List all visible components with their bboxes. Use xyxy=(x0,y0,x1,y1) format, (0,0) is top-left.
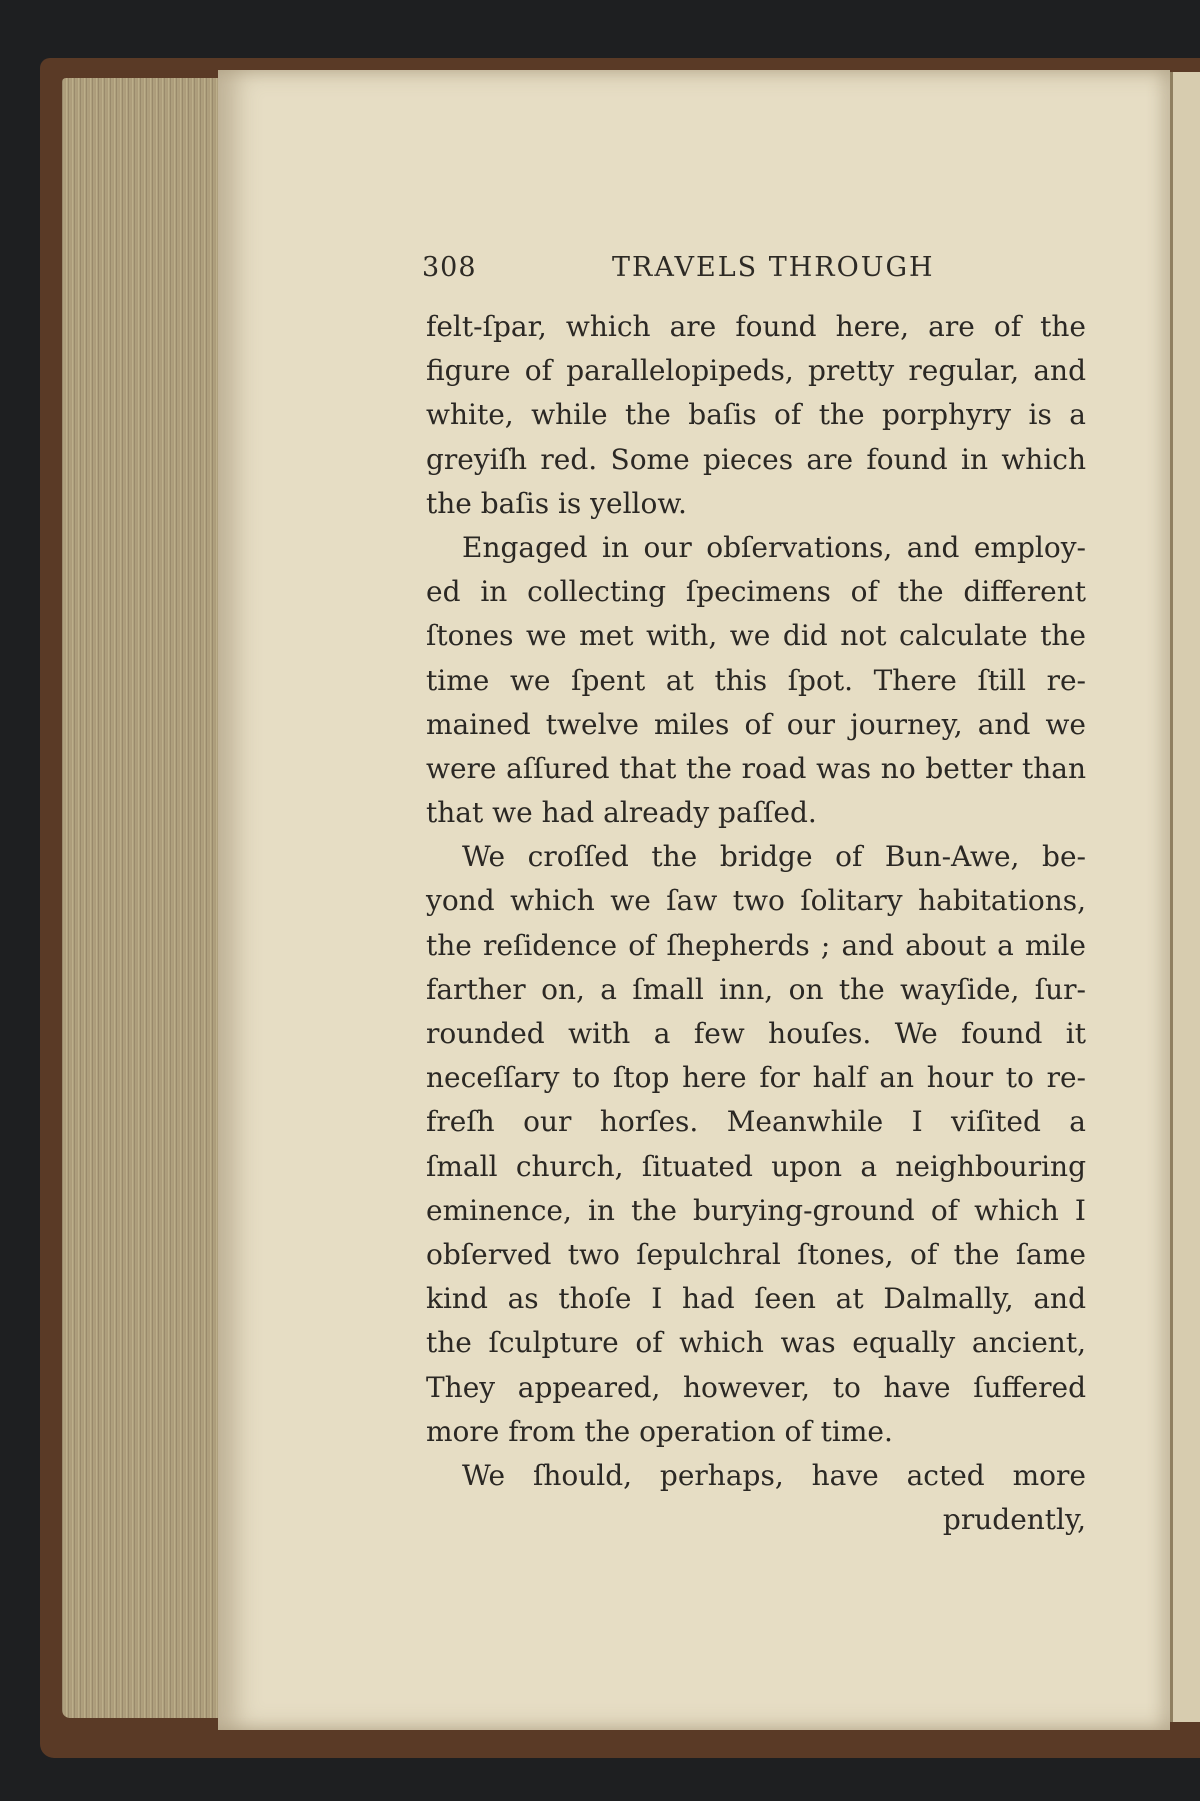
text-line: obſerved two ſepulchral ſtones, of the ſame xyxy=(426,1237,1086,1271)
text-line: farther on, a ſmall inn, on the wayſide, ſur- xyxy=(426,972,1086,1006)
text-line: that we had already paſſed. xyxy=(426,796,817,830)
text-line: Engaged in our obſervations, and employ- xyxy=(462,530,1086,564)
text-line: ed in collecting ſpecimens of the different xyxy=(426,575,1086,609)
text-line: mained twelve miles of our journey, and we xyxy=(426,707,1086,741)
text-line: ſmall church, ſituated upon a neighbouring xyxy=(426,1149,1086,1183)
text-line: ſtones we met with, we did not calculate the xyxy=(426,619,1086,653)
text-line: We ſhould, perhaps, have acted more xyxy=(462,1458,1086,1492)
text-line: They appeared, however, to have ſuffered xyxy=(426,1370,1086,1404)
text-line: were aſſured that the road was no better than xyxy=(426,751,1086,785)
body-text xyxy=(426,305,1086,1542)
running-title: TRAVELS THROUGH xyxy=(612,252,935,283)
page-edges xyxy=(62,78,220,1718)
text-line: neceſſary to ſtop here for half an hour to re- xyxy=(426,1061,1086,1095)
text-line: figure of parallelopipeds, pretty regular, and xyxy=(426,354,1086,388)
text-line: time we ſpent at this ſpot. There ſtill re- xyxy=(426,663,1086,697)
text-line: felt-ſpar, which are found here, are of the xyxy=(426,310,1086,343)
catchword: prudently, xyxy=(942,1503,1086,1537)
text-line: eminence, in the burying-ground of which I xyxy=(426,1193,1086,1227)
text-line: greyiſh red. Some pieces are found in which xyxy=(426,442,1086,476)
text-line: the reſidence of ſhepherds ; and about a mile xyxy=(426,928,1086,962)
text-line: We croſſed the bridge of Bun-Awe, be- xyxy=(462,840,1086,874)
text-line: the ſculpture of which was equally ancient, xyxy=(426,1326,1086,1360)
text-line: freſh our horſes. Meanwhile I viſited a xyxy=(426,1105,1086,1139)
page-number: 308 xyxy=(422,252,477,283)
facing-page-edge xyxy=(1170,72,1200,1722)
text-line: the baſis is yellow. xyxy=(426,486,687,520)
running-header xyxy=(422,252,942,292)
text-line: yond which we ſaw two ſolitary habitations, xyxy=(426,884,1086,918)
text-line: white, while the baſis of the porphyry is a xyxy=(426,398,1086,432)
text-line: rounded with a few houſes. We found it xyxy=(426,1017,1086,1050)
text-line: more from the operation of time. xyxy=(426,1414,893,1448)
text-line: kind as thoſe I had ſeen at Dalmally, and xyxy=(426,1282,1086,1316)
